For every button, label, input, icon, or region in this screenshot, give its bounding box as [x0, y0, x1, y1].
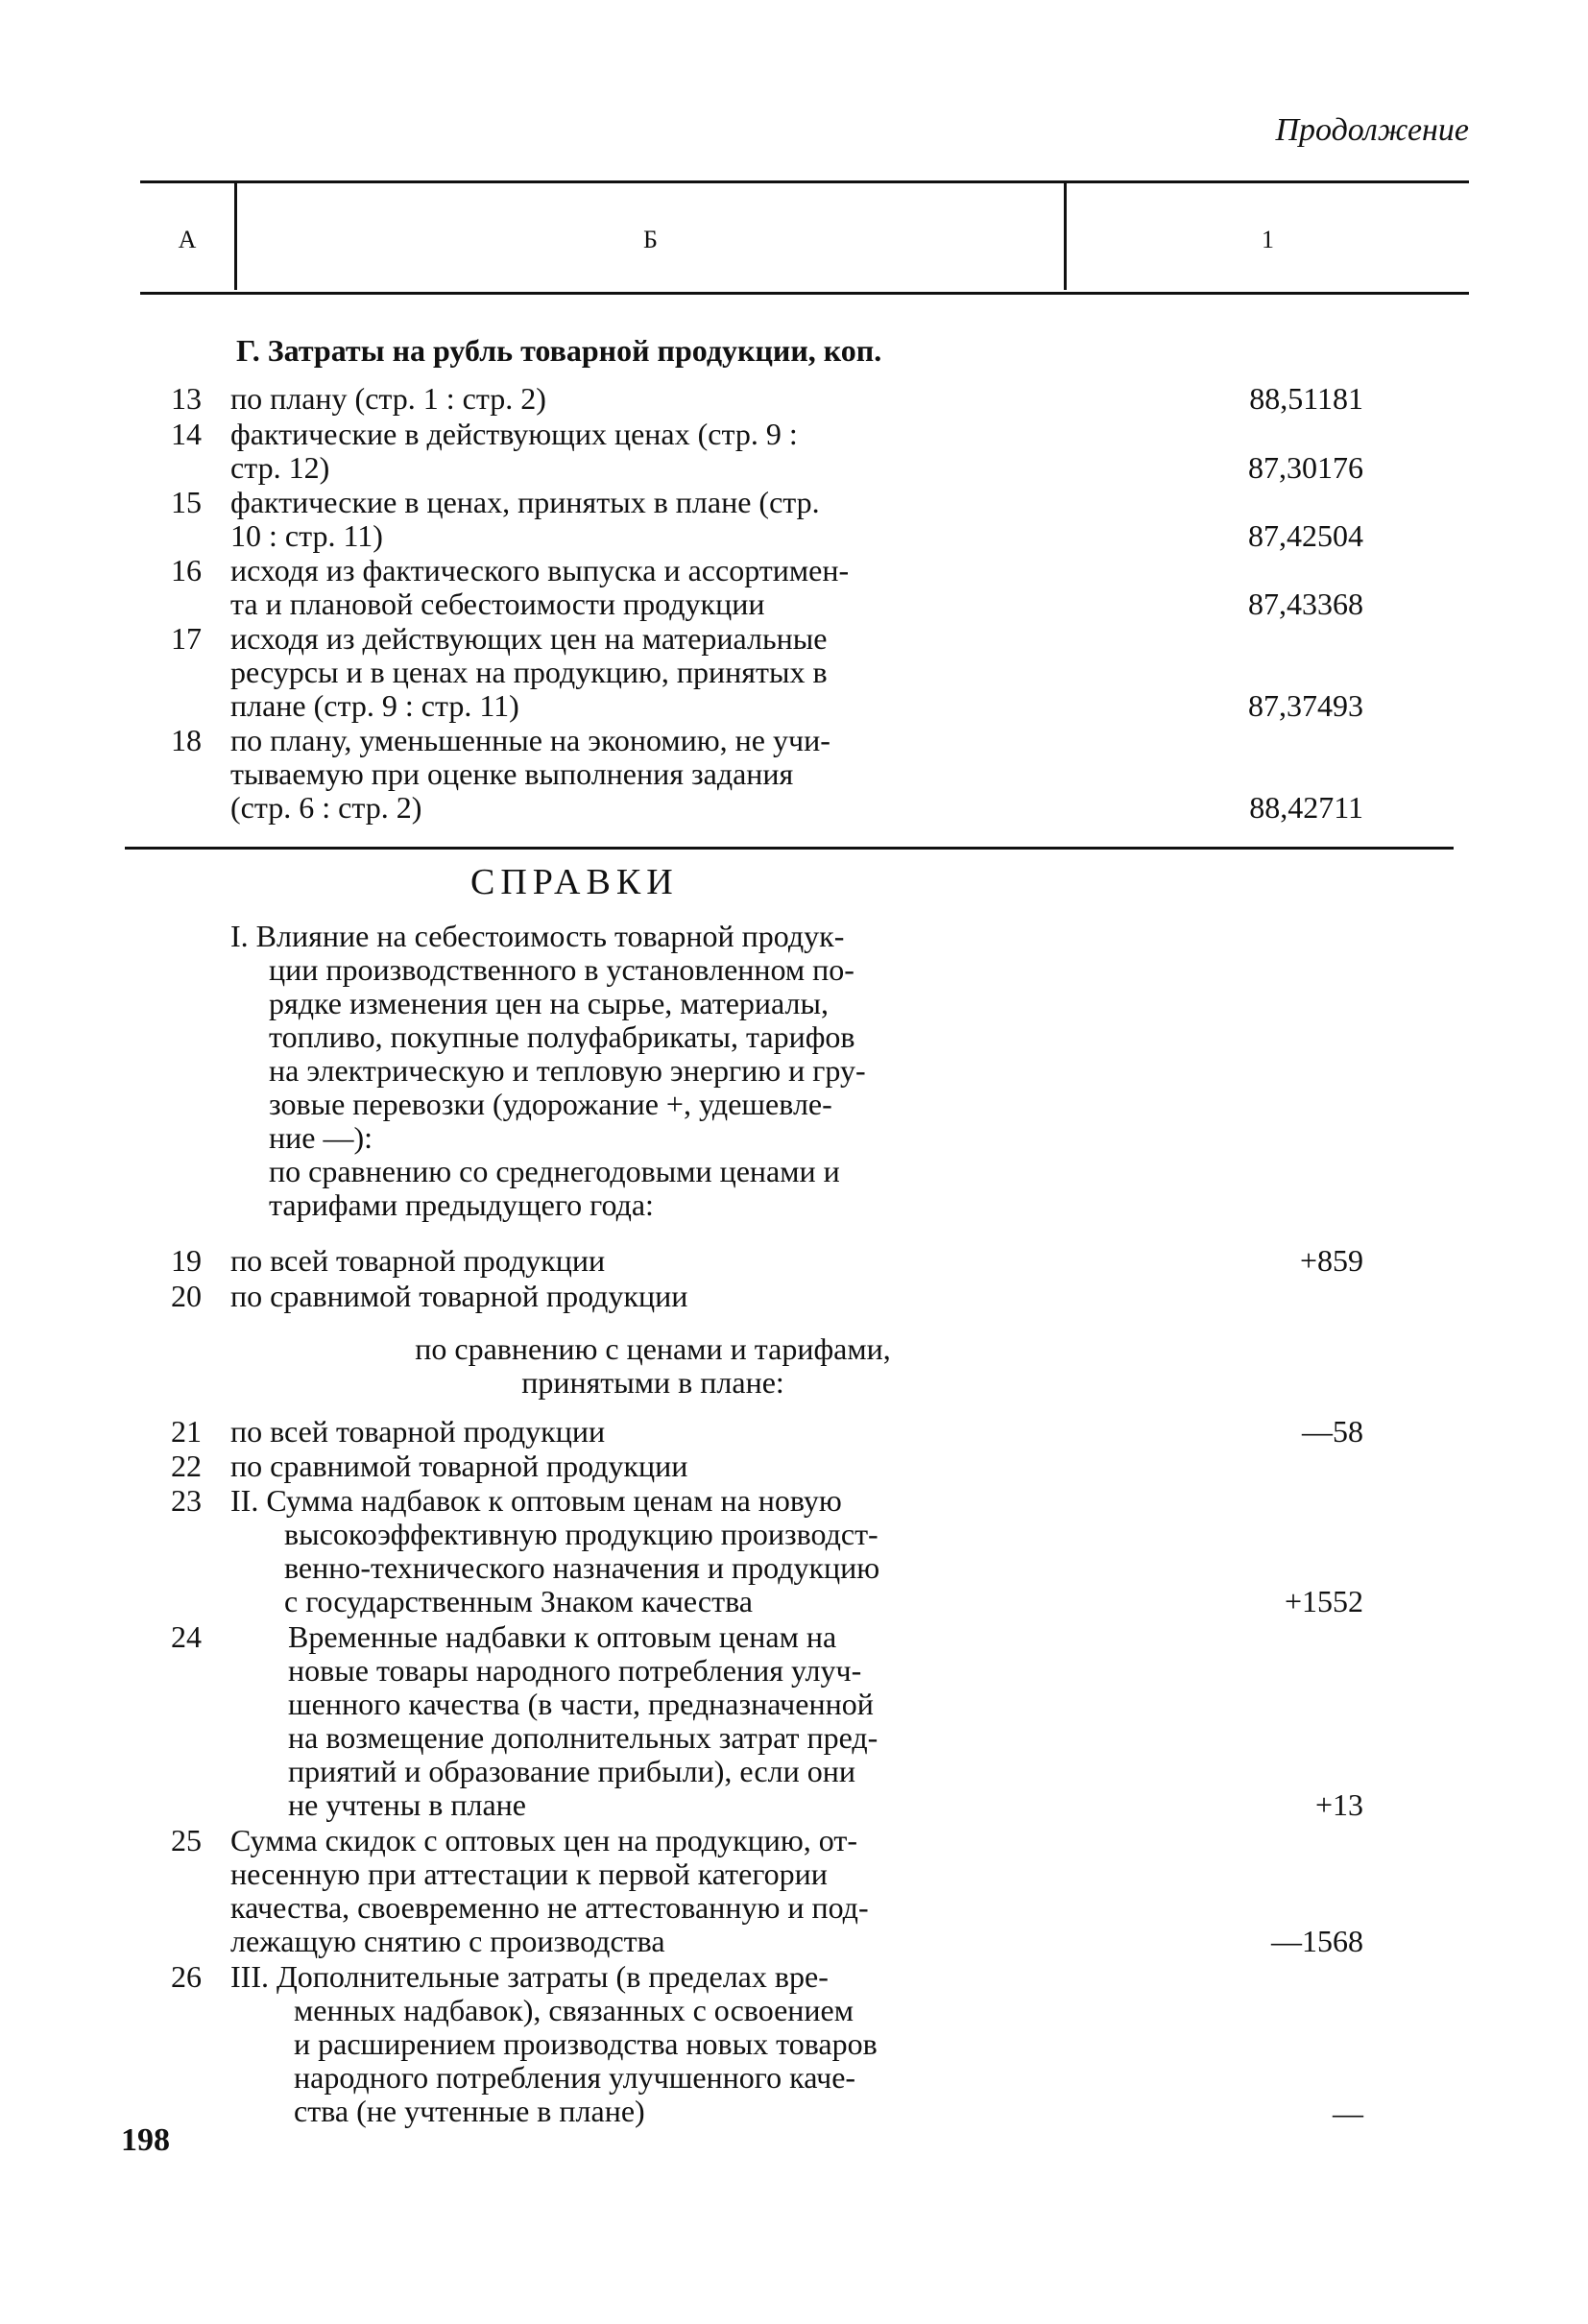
row-text: по сравнимой товарной продукции — [230, 1449, 688, 1483]
text-line: по плану (стр. 1 : стр. 2) — [230, 381, 546, 416]
row-number: 25 — [171, 1823, 202, 1857]
row-number: 18 — [171, 723, 202, 757]
text-line: ресурсы и в ценах на продукцию, принятых в — [230, 655, 828, 689]
text-line: на возмещение дополнительных затрат пред- — [288, 1720, 878, 1755]
row-number: 13 — [171, 381, 202, 416]
row-number: 23 — [171, 1483, 202, 1518]
text-line: рядке изменения цен на сырье, материалы, — [269, 986, 829, 1020]
text-line: народного потребления улучшенного каче- — [294, 2060, 856, 2095]
row-text — [230, 382, 1037, 416]
row-number: 24 — [171, 1619, 202, 1654]
row-number: 21 — [171, 1414, 202, 1449]
text-line: III. Дополнительные затраты (в пределах вре- — [230, 1959, 829, 1994]
row-value: 88,42711 — [1249, 790, 1363, 825]
row-text — [230, 554, 1037, 621]
text-line: шенного качества (в части, предназначенной — [288, 1687, 874, 1721]
text-line: (стр. 6 : стр. 2) — [230, 790, 422, 825]
text-line: зовые перевозки (удорожание +, удешевле- — [269, 1087, 832, 1121]
row-number: 17 — [171, 621, 202, 656]
text-line: по сравнению с ценами и тарифами, — [415, 1331, 891, 1366]
text-line: венно-технического назначения и продукцию — [284, 1550, 880, 1585]
row-value: +1552 — [1284, 1584, 1363, 1618]
row-text — [230, 418, 1037, 485]
row-text — [230, 1824, 1037, 1958]
row-number: 15 — [171, 485, 202, 519]
table-bottom-rule — [125, 847, 1454, 850]
text-line: I. Влияние на себестоимость товарной продук- — [230, 919, 845, 953]
row-value: — — [1333, 2096, 1363, 2130]
text-line: по плану, уменьшенные на экономию, не учи- — [230, 723, 830, 757]
row-value: +13 — [1314, 1787, 1363, 1822]
row-text — [230, 1960, 1037, 2128]
row-number: 26 — [171, 1959, 202, 1994]
text-line: не учтены в плане — [288, 1787, 526, 1822]
row-number: 14 — [171, 417, 202, 451]
row-value: —58 — [1302, 1414, 1363, 1449]
table-top-rule — [140, 180, 1469, 183]
row-value: +859 — [1299, 1243, 1363, 1278]
text-line: приятий и образование прибыли), если они — [288, 1754, 855, 1788]
text-line: та и плановой себестоимости продукции — [230, 587, 765, 621]
text-line: с государственным Знаком качества — [284, 1584, 753, 1618]
text-line: несенную при аттестации к первой категории — [230, 1857, 828, 1891]
text-line: фактические в действующих ценах (стр. 9 : — [230, 417, 798, 451]
row-text — [230, 486, 1037, 553]
text-line: II. Сумма надбавок к оптовым ценам на новую — [230, 1483, 842, 1518]
spravki-title: СПРАВКИ — [470, 862, 679, 902]
row-text — [230, 622, 1037, 723]
header-col-b: Б — [643, 226, 658, 253]
text-line: Сумма скидок с оптовых цен на продукцию, от- — [230, 1823, 857, 1857]
text-line: тываемую при оценке выполнения задания — [230, 756, 794, 791]
text-line: Временные надбавки к оптовым ценам на — [288, 1619, 837, 1654]
row-number: 19 — [171, 1243, 202, 1278]
text-line: стр. 12) — [230, 450, 330, 485]
row-value: 88,51181 — [1249, 381, 1363, 416]
text-line: лежащую снятию с производства — [230, 1924, 665, 1958]
row-text — [288, 1620, 1037, 1822]
row-value: —1568 — [1271, 1924, 1363, 1958]
table-header-bottom-rule — [140, 292, 1469, 295]
text-line: менных надбавок), связанных с освоением — [294, 1993, 854, 2027]
text-line: тарифами предыдущего года: — [269, 1187, 654, 1222]
text-line: высокоэффективную продукцию производст- — [284, 1517, 878, 1551]
row-value: 87,42504 — [1248, 518, 1363, 553]
spravki-intro — [230, 920, 1037, 1222]
page-number: 198 — [121, 2122, 170, 2158]
text-line: ства (не учтенные в плане) — [294, 2094, 645, 2128]
row-value: 87,37493 — [1248, 688, 1363, 723]
row-value: 87,43368 — [1248, 587, 1363, 621]
section-g-title: Г. Затраты на рубль товарной продукции, коп. — [236, 333, 882, 368]
text-line: исходя из действующих цен на материальные — [230, 621, 828, 656]
text-line: исходя из фактического выпуска и ассортимен- — [230, 553, 850, 587]
continuation-label: Продолжение — [1275, 112, 1469, 148]
text-line: плане (стр. 9 : стр. 11) — [230, 688, 519, 723]
text-line: ции производственного в установленном по- — [269, 952, 854, 987]
row-number: 20 — [171, 1279, 202, 1313]
row-number: 22 — [171, 1449, 202, 1483]
header-col-a: А — [178, 226, 197, 253]
row-text: по всей товарной продукции — [230, 1243, 606, 1278]
text-line: качества, своевременно не аттестованную и под- — [230, 1890, 869, 1925]
row-text: по всей товарной продукции — [230, 1414, 606, 1449]
text-line: топливо, покупные полуфабрикаты, тарифов — [269, 1019, 855, 1054]
row-number: 16 — [171, 553, 202, 587]
header-col-1: 1 — [1262, 226, 1274, 253]
plan-prices-heading — [317, 1332, 989, 1400]
row-value: 87,30176 — [1248, 450, 1363, 485]
row-text — [230, 1484, 1037, 1618]
text-line: новые товары народного потребления улуч- — [288, 1653, 862, 1688]
text-line: ние —): — [269, 1120, 373, 1155]
row-text — [230, 724, 1037, 825]
text-line: фактические в ценах, принятых в плане (стр. — [230, 485, 820, 519]
text-line: по сравнению со среднегодовыми ценами и — [269, 1154, 840, 1188]
text-line: на электрическую и тепловую энергию и гру- — [269, 1053, 866, 1088]
text-line: и расширением производства новых товаров — [294, 2026, 878, 2061]
row-text: по сравнимой товарной продукции — [230, 1279, 688, 1313]
text-line: принятыми в плане: — [521, 1365, 784, 1400]
text-line: 10 : стр. 11) — [230, 518, 383, 553]
